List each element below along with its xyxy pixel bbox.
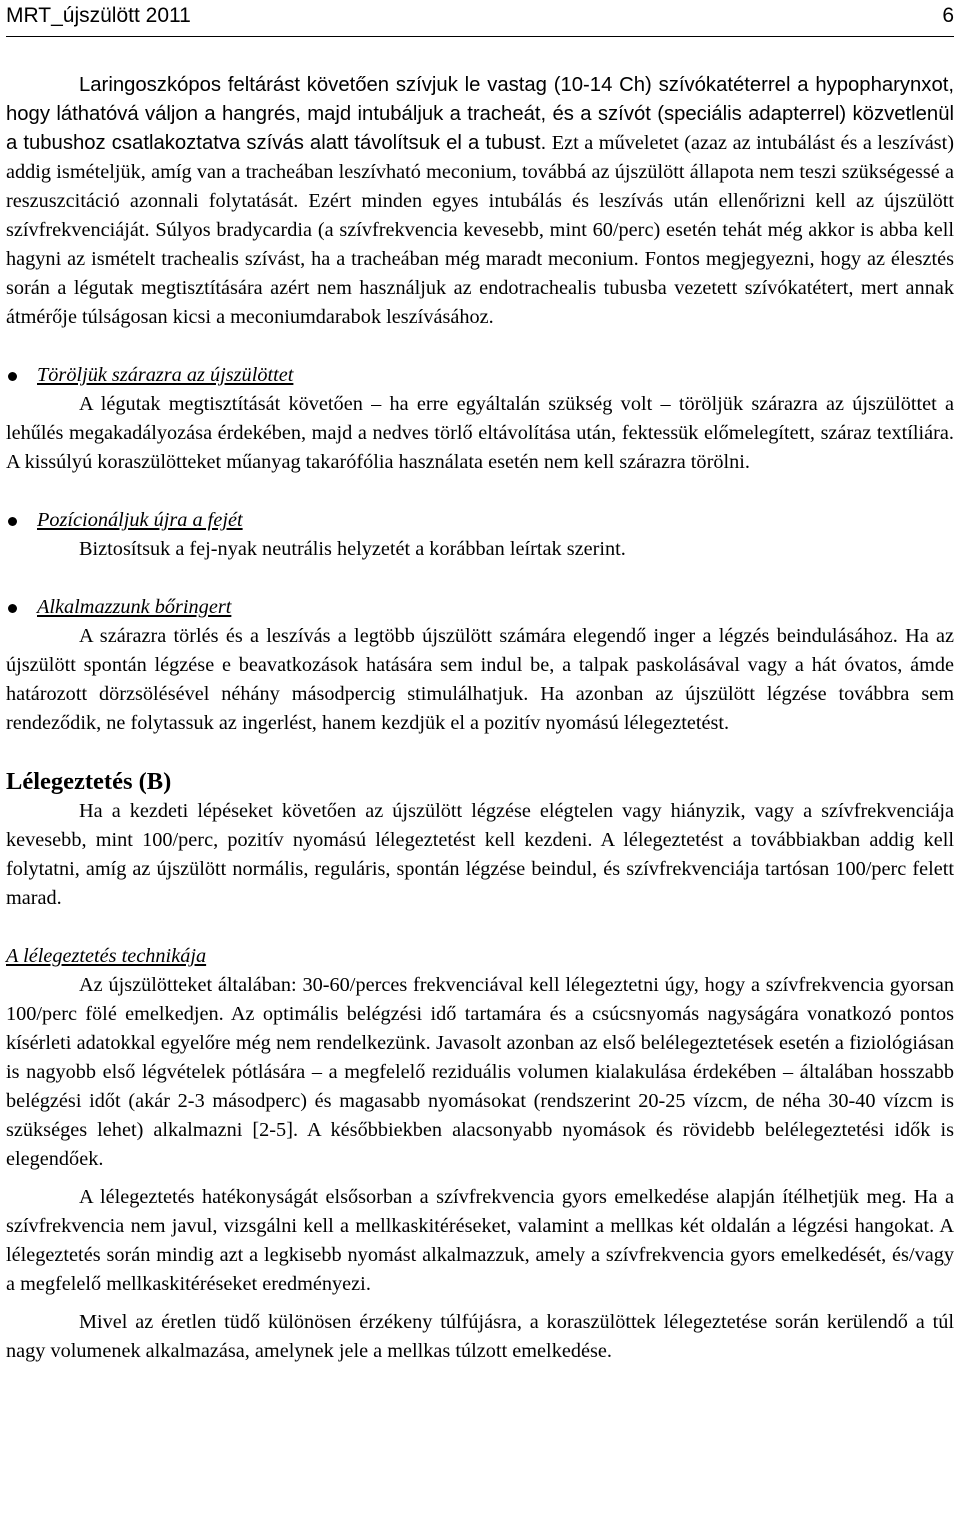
bullet-icon bbox=[8, 372, 17, 381]
bullet-paragraph: A szárazra törlés és a leszívás a legtöbb újszülött számára elegendő inger a légzés beindulásához. Ha az újszülött spontán légzése e beavatkozások hatására sem indul be, a talpak paskolásával vagy a hát óvatos, ámde határozott dörzsölésével néhány másodpercig stimulálhatjuk. Ha azonban az újszülött légzése továbbra sem rendeződik, ne folytassuk az ingerlést, hanem kezdjük el a pozitív nyomású lélegeztetést. bbox=[6, 625, 954, 734]
document-body bbox=[6, 71, 954, 1366]
header-title: MRT_újszülött 2011 bbox=[6, 4, 191, 27]
bullet-icon bbox=[8, 517, 17, 526]
subsection-heading-technique: A lélegeztetés technikája bbox=[6, 945, 207, 967]
header-rule bbox=[6, 36, 954, 37]
technique-paragraph: A lélegeztetés hatékonyságát elsősorban a szívfrekvencia gyors emelkedése alapján ítélhetjük meg. Ha a szívfrekvencia nem javul, vizsgálni kell a mellkaskitéréseket, valamint a mellkas két oldalán a légzési hangokat. A lélegeztetés során mindig azt a legkisebb nyomást alkalmazzuk, amely a szívfrekvencia gyors emelkedését, és/vagy a megfelelő mellkaskitéréseket eredményezi. bbox=[6, 1186, 954, 1295]
bullet-paragraph: Biztosítsuk a fej-nyak neutrális helyzetét a korábban leírtak szerint. bbox=[79, 538, 626, 560]
bullet-heading-stimulation bbox=[6, 593, 954, 622]
bullet-title: Töröljük szárazra az újszülöttet bbox=[37, 364, 294, 386]
page-number: 6 bbox=[942, 4, 954, 27]
section-heading-ventilation: Lélegeztetés (B) bbox=[6, 768, 172, 795]
technique-paragraph: Mivel az éretlen tüdő különösen érzékeny túlfújásra, a koraszülöttek lélegeztetése során kerülendő a túl nagy volumenek alkalmazása, amelynek jele a mellkas túlzott emelkedése. bbox=[6, 1311, 954, 1362]
paragraph-sans-text: Laringoszkópos feltárást követően szívjuk le vastag (10-14 Ch) szívókatéterrel a hypopharynxot, hogy láthatóvá váljon a hangrés, majd intubáljuk a tracheát, és a szívót (speciális adapterrel) közvetlenül a tubushoz csatlakoztatva szívás alatt távolítsuk el a tubust. bbox=[6, 74, 954, 154]
bullet-icon bbox=[8, 604, 17, 613]
paragraph-meconium-suction bbox=[6, 71, 954, 332]
bullet-heading-position bbox=[6, 506, 954, 535]
bullet-title: Pozícionáljuk újra a fejét bbox=[37, 509, 243, 531]
paragraph-serif-text: Ezt a műveletet (azaz az intubálást és a leszívást) addig ismételjük, amíg van a tracheában leszívható meconium, továbbá az újszülött állapota nem teszi szükségessé a reszuszcitáció azonnali folytatását. Ezért minden egyes intubálás és leszívás után ellenőrizni kell az újszülött szívfrekvenciáját. Súlyos bradycardia (a szívfrekvencia kevesebb, mint 60/perc) esetén tehát még akkor is abba kell hagyni az ismételt trachealis szívást, ha a tracheában még maradt meconium. Fontos megjegyezni, hogy az élesztés során a légutak megtisztítására azért nem használjuk az endotrachealis tubusba vezetett szívókatétert, mert annak átmérője túlságosan kicsi a meconiumdarabok leszívásához. bbox=[6, 132, 954, 328]
technique-paragraph: Az újszülötteket általában: 30-60/perces frekvenciával kell lélegeztetni úgy, hogy a szívfrekvencia gyorsan 100/perc fölé emelkedjen. Az optimális belégzési idő tartamára és a csúcsnyomás nagyságára vonatkozó pontos kísérleti adatokkal egyelőre még nem rendelkezünk. Javasolt azonban az első belélegeztetések esetén a fiziológiásan is nagyobb első légvételek pótlására – a megfelelő reziduális volumen kialakulása érdekében – általában hosszabb belégzési időt (akár 2-3 másodperc) és magasabb nyomásokat (rendszerint 20-25 vízcm, de néha 30-40 vízcm is szükséges lehet) alkalmazni [2-5]. A későbbiekben alacsonyabb nyomások és rövidebb belélegeztetési idők is elegendőek. bbox=[6, 974, 954, 1170]
page-header bbox=[6, 2, 954, 32]
bullet-title: Alkalmazzunk bőringert bbox=[37, 596, 232, 618]
bullet-paragraph: A légutak megtisztítását követően – ha erre egyáltalán szükség volt – töröljük szárazra az újszülöttet a lehűlés megakadályozása érdekében, majd a nedves törlő eltávolítása után, fektessük előmelegített, száraz textíliára. A kissúlyú koraszülötteket műanyag takarófólia használata esetén nem kell szárazra törölni. bbox=[6, 393, 954, 473]
bullet-heading-dry bbox=[6, 361, 954, 390]
section-paragraph: Ha a kezdeti lépéseket követően az újszülött légzése elégtelen vagy hiányzik, vagy a szívfrekvenciája kevesebb, mint 100/perc, pozitív nyomású lélegeztetést kell kezdeni. A lélegeztetést a továbbiakban addig kell folytatni, amíg az újszülött normális, reguláris, spontán légzése beindul, és szívfrekvenciája tartósan 100/perc felett marad. bbox=[6, 800, 954, 909]
